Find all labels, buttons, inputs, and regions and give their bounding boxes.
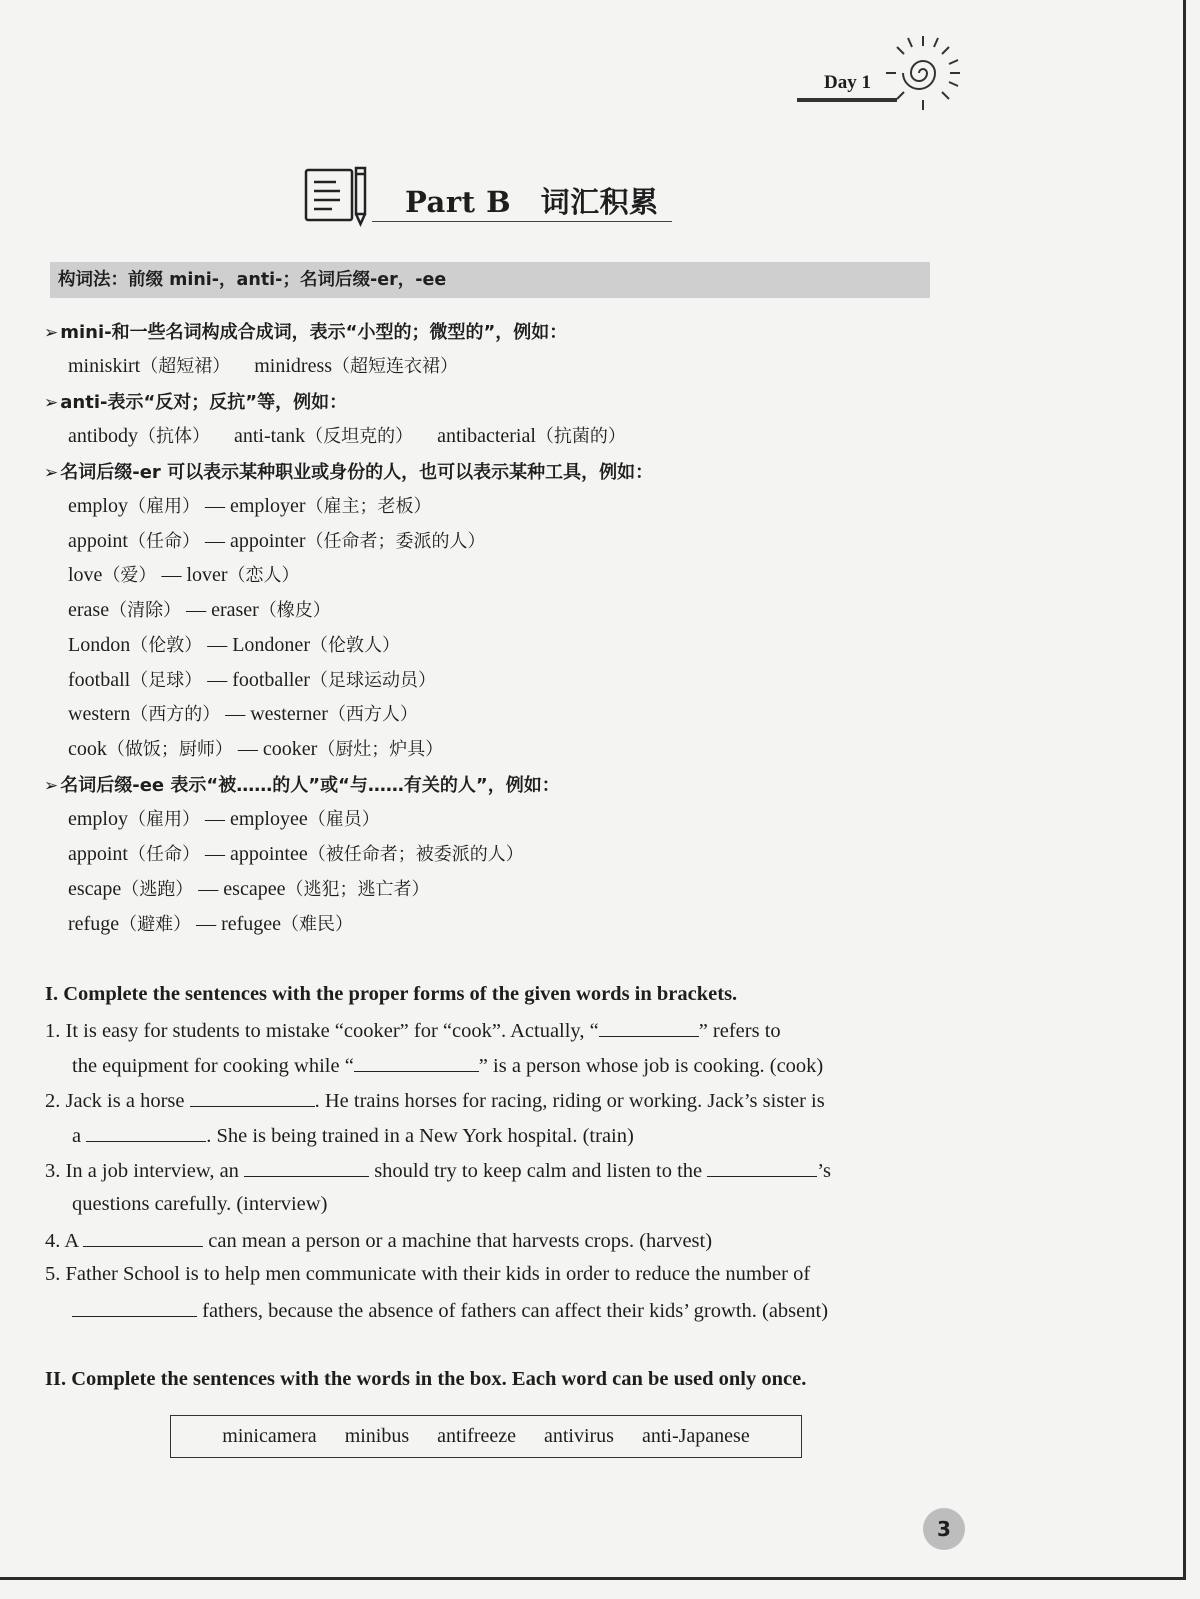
part-title: Part B 词汇积累 <box>405 185 659 219</box>
answer-blank[interactable] <box>83 1228 203 1247</box>
arrow-bullet-icon: ➢ <box>44 463 59 483</box>
word-box-item: minicamera <box>222 1425 317 1447</box>
section-heading: 构词法：前缀 mini-，anti-；名词后缀-er，-ee <box>50 262 930 298</box>
question-2-line-2: a . She is being trained in a New York hospital. (train) <box>72 1125 634 1147</box>
example-line: erase（清除） — eraser（橡皮） <box>68 599 331 621</box>
word-box-item: anti-Japanese <box>641 1425 750 1447</box>
rule-item: ➢ 名词后缀-er 可以表示某种职业或身份的人，也可以表示某种工具，例如： <box>44 462 654 483</box>
exercise-1-heading: I. Complete the sentences with the proper forms of the given words in brackets. <box>45 983 738 1005</box>
example-line: employ（雇用） — employee（雇员） <box>68 808 380 830</box>
example-line: London（伦敦） — Londoner（伦敦人） <box>68 634 400 656</box>
question-1-line-1: 1. It is easy for students to mistake “cooker” for “cook”. Actually, “ ” refers to <box>45 1020 781 1042</box>
rule-item: ➢ mini-和一些名词构成合成词，表示“小型的；微型的”，例如： <box>44 322 568 343</box>
rule-item: ➢ 名词后缀-ee 表示“被……的人”或“与……有关的人”，例如： <box>44 775 560 796</box>
example-line: antibody（抗体） anti-tank（反坦克的） antibacterial（抗菌的） <box>68 425 626 447</box>
example-line: appoint（任命） — appointer（任命者；委派的人） <box>68 530 486 552</box>
example-line: cook（做饭；厨师） — cooker（厨灶；炉具） <box>68 738 444 760</box>
arrow-bullet-icon: ➢ <box>44 323 59 343</box>
question-5-line-1: 5. Father School is to help men communicate with their kids in order to reduce the number of <box>45 1263 811 1285</box>
word-box-item: antivirus <box>543 1425 614 1447</box>
sun-swirl-icon <box>878 28 968 118</box>
word-box-item: minibus <box>344 1425 410 1447</box>
arrow-bullet-icon: ➢ <box>44 776 59 796</box>
answer-blank[interactable] <box>354 1053 479 1072</box>
example-line: western（西方的） — westerner（西方人） <box>68 703 418 725</box>
word-box <box>170 1415 802 1458</box>
example-line: refuge（避难） — refugee（难民） <box>68 913 354 935</box>
example-line: employ（雇用） — employer（雇主；老板） <box>68 495 432 517</box>
word-box-item: antifreeze <box>437 1425 516 1447</box>
example-line: appoint（任命） — appointee（被任命者；被委派的人） <box>68 843 524 865</box>
question-2-line-1: 2. Jack is a horse . He trains horses for racing, riding or working. Jack’s sister is <box>45 1090 825 1112</box>
exercise-2-heading: II. Complete the sentences with the words in the box. Each word can be used only once. <box>45 1368 807 1390</box>
example-line: miniskirt（超短裙） minidress（超短连衣裙） <box>68 355 459 377</box>
header-underline <box>797 98 897 102</box>
example-line: football（足球） — footballer（足球运动员） <box>68 669 436 691</box>
arrow-bullet-icon: ➢ <box>44 393 59 413</box>
rule-item: ➢ anti-表示“反对；反抗”等，例如： <box>44 392 348 413</box>
part-underline <box>372 221 672 222</box>
example-line: love（爱） — lover（恋人） <box>68 564 300 586</box>
question-3-line-2: questions carefully. (interview) <box>72 1193 328 1215</box>
day-label: Day 1 <box>824 72 871 93</box>
notebook-pencil-icon <box>302 158 372 228</box>
answer-blank[interactable] <box>244 1158 369 1177</box>
page-number: 3 <box>923 1508 965 1550</box>
question-5-line-2: fathers, because the absence of fathers can affect their kids’ growth. (absent) <box>72 1298 828 1323</box>
answer-blank[interactable] <box>599 1018 699 1037</box>
question-3-line-1: 3. In a job interview, an should try to keep calm and listen to the ’s <box>45 1160 831 1182</box>
question-1-line-2: the equipment for cooking while “ ” is a person whose job is cooking. (cook) <box>72 1055 824 1077</box>
answer-blank[interactable] <box>72 1298 197 1317</box>
answer-blank[interactable] <box>190 1088 315 1107</box>
answer-blank[interactable] <box>707 1158 817 1177</box>
answer-blank[interactable] <box>86 1123 206 1142</box>
question-4: 4. A can mean a person or a machine that harvests crops. (harvest) <box>45 1230 713 1252</box>
example-line: escape（逃跑） — escapee（逃犯；逃亡者） <box>68 878 430 900</box>
